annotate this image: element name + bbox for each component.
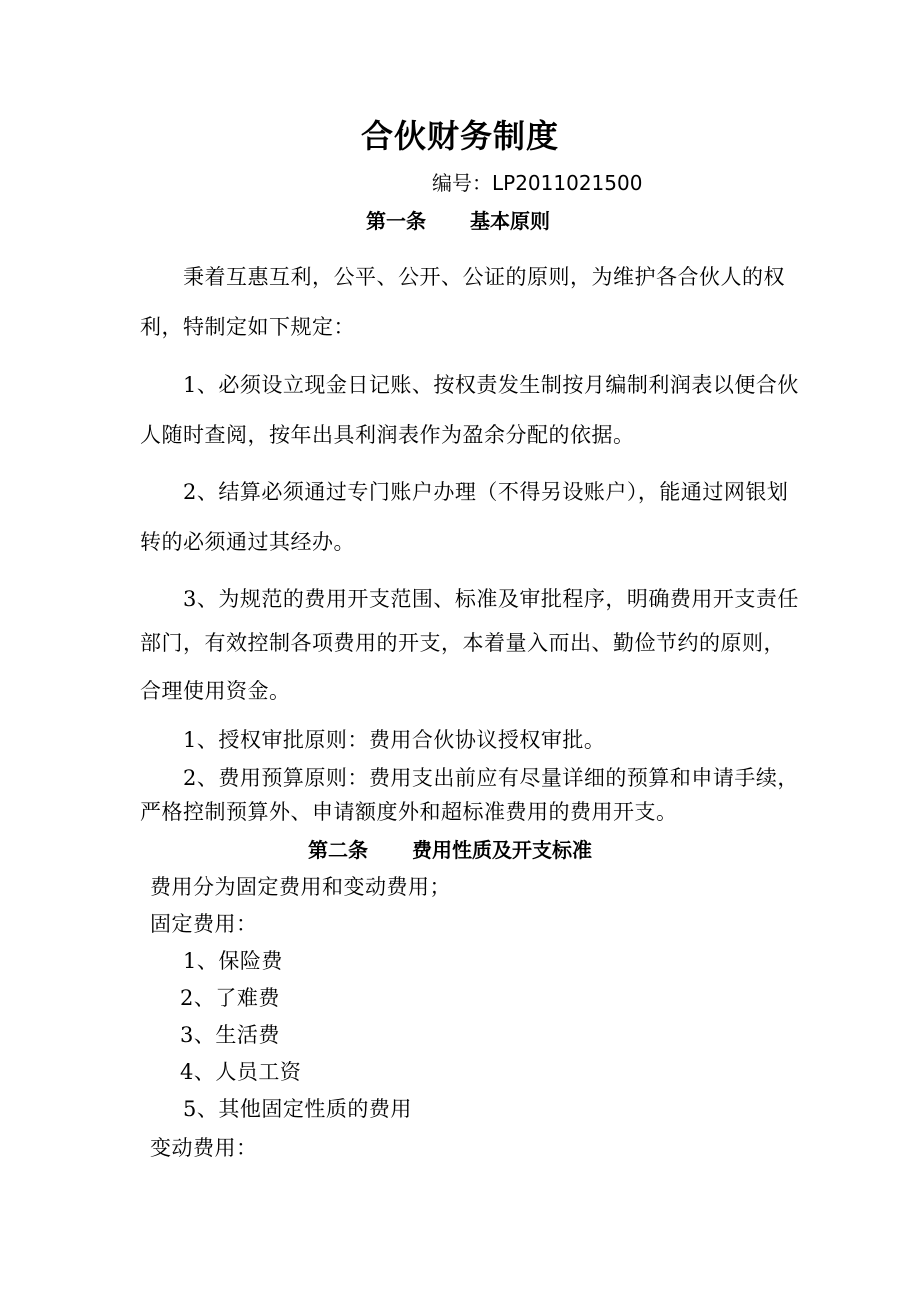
article1-title: 基本原则 (470, 209, 550, 233)
paragraph-line: 2、费用预算原则：费用支出前应有尽量详细的预算和申请手续， (183, 766, 799, 790)
list-item: 3、生活费 (180, 1023, 280, 1047)
list-item: 5、其他固定性质的费用 (183, 1097, 412, 1121)
fixed-costs-label: 固定费用： (150, 912, 258, 936)
article1-heading (366, 206, 550, 236)
paragraph-line: 1、授权审批原则：费用合伙协议授权审批。 (183, 728, 606, 752)
paragraph-line: 部门，有效控制各项费用的开支，本着量入而出、勤俭节约的原则， (140, 631, 785, 655)
article2-number: 第二条 (308, 838, 368, 862)
article1-number: 第一条 (366, 209, 426, 233)
article2-title: 费用性质及开支标准 (412, 838, 592, 862)
document-title: 合伙财务制度 (360, 117, 559, 155)
paragraph-line: 合理使用资金。 (140, 679, 291, 703)
paragraph-line: 利，特制定如下规定： (140, 315, 355, 339)
list-item: 4、人员工资 (180, 1060, 302, 1084)
list-item: 1、保险费 (183, 949, 283, 973)
paragraph-line: 2、结算必须通过专门账户办理（不得另设账户），能通过网银划 (183, 480, 789, 504)
variable-costs-label: 变动费用： (150, 1136, 258, 1160)
article2-heading (308, 835, 592, 865)
list-item: 2、了难费 (180, 986, 280, 1010)
document-number: 编号：LP2011021500 (432, 171, 643, 195)
paragraph-line: 严格控制预算外、申请额度外和超标准费用的费用开支。 (140, 800, 678, 824)
paragraph-line: 3、为规范的费用开支范围、标准及审批程序，明确费用开支责任 (183, 587, 799, 611)
paragraph-line: 秉着互惠互利，公平、公开、公证的原则，为维护各合伙人的权 (183, 265, 785, 289)
paragraph-line: 人随时查阅，按年出具利润表作为盈余分配的依据。 (140, 423, 635, 447)
paragraph-line: 1、必须设立现金日记账、按权责发生制按月编制利润表以便合伙 (183, 373, 799, 397)
paragraph-line: 转的必须通过其经办。 (140, 530, 355, 554)
paragraph-line: 费用分为固定费用和变动费用； (150, 875, 451, 899)
